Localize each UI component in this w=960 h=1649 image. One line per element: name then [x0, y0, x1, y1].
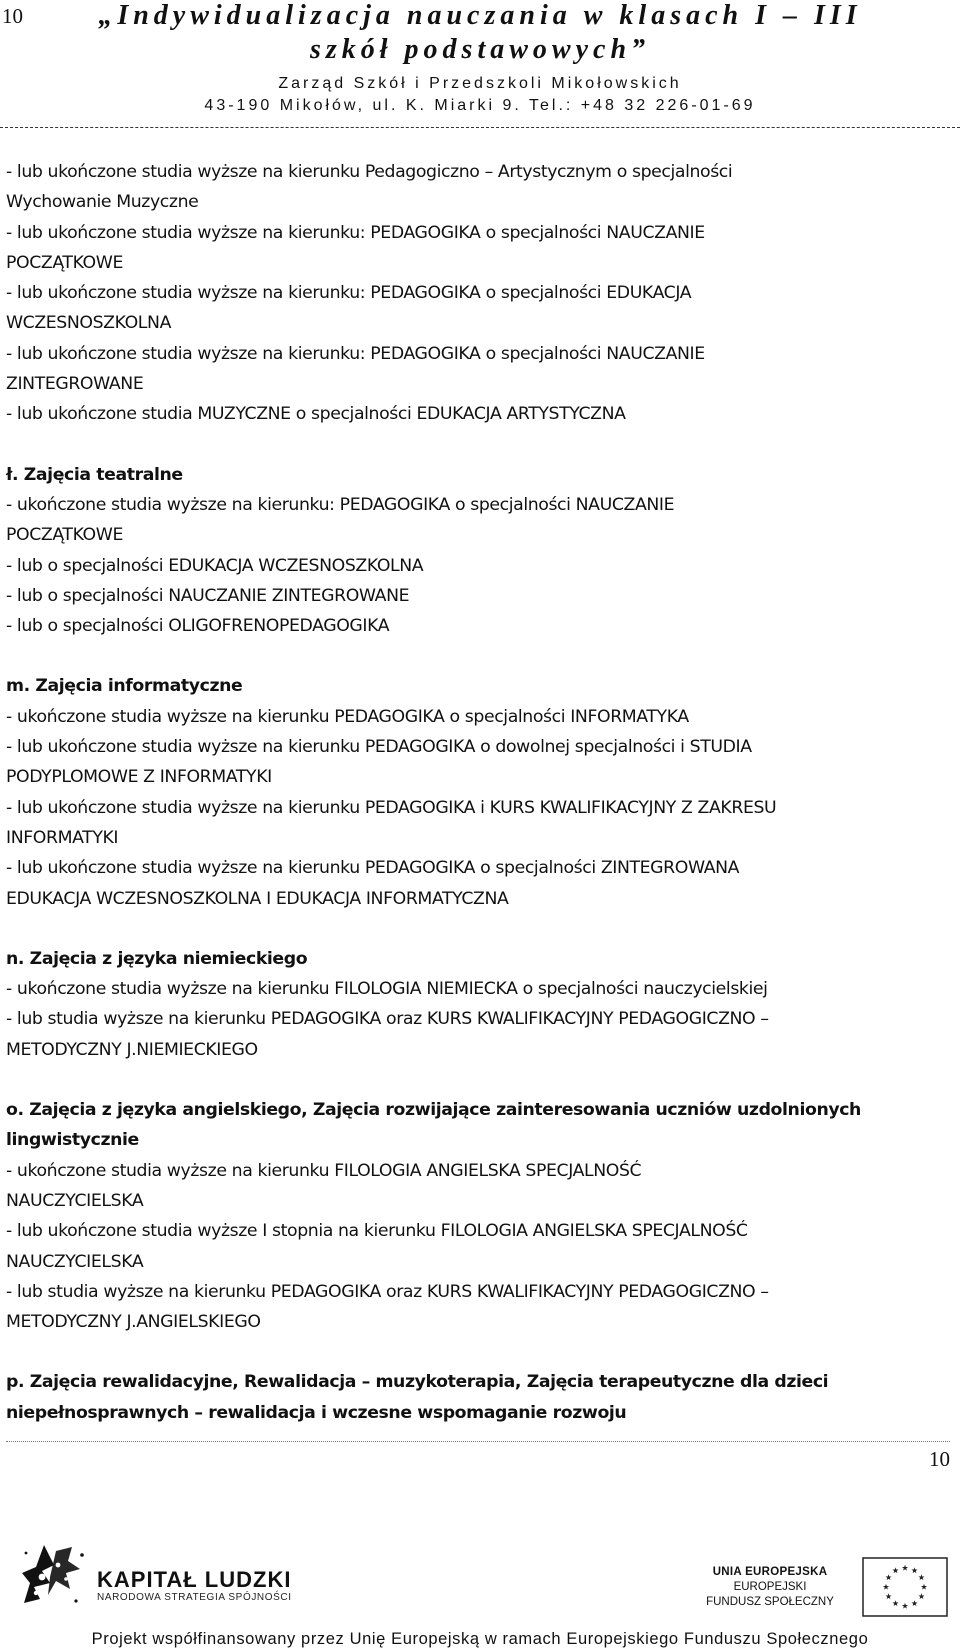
- kapital-ludzki-name: KAPITAŁ LUDZKI: [97, 1567, 292, 1592]
- eu-fund-line-2: FUNDUSZ SPOŁECZNY: [706, 1596, 834, 1608]
- organization-name: Zarząd Szkół i Przedszkoli Mikołowskich: [278, 75, 682, 92]
- requirement-line: - lub ukończone studia MUZYCZNE o specjalności EDUKACJA ARTYSTYCZNA: [6, 404, 626, 425]
- qualification-section: [6, 1367, 951, 1428]
- requirement-line: Wychowanie Muzyczne: [6, 192, 199, 213]
- cofinancing-footer: Projekt współfinansowany przez Unię Europejską w ramach Europejskiego Funduszu Społecznego: [91, 1630, 869, 1648]
- requirement-line: - lub ukończone studia wyższe na kierunku Pedagogiczno – Artystycznym o specjalności: [6, 162, 733, 182]
- requirement-line: NAUCZYCIELSKA: [6, 1190, 144, 1211]
- kapital-ludzki-wordmark: [97, 1568, 292, 1604]
- qualification-section: [6, 671, 951, 913]
- page-number-bottom: 10: [929, 1447, 950, 1471]
- requirement-line: NAUCZYCIELSKA: [6, 1251, 144, 1272]
- requirement-line: EDUKACJA WCZESNOSZKOLNA I EDUKACJA INFORMATYCZNA: [6, 888, 509, 909]
- kapital-ludzki-logo-icon: [20, 1543, 92, 1620]
- requirement-line: - lub ukończone studia wyższe na kierunku PEDAGOGIKA o dowolnej specjalności i STUDIA: [6, 737, 752, 758]
- section-heading: n. Zajęcia z języka niemieckiego: [6, 948, 308, 969]
- section-heading: m. Zajęcia informatyczne: [6, 676, 243, 697]
- requirement-line: - lub ukończone studia wyższe na kierunku PEDAGOGIKA i KURS KWALIFIKACYJNY Z ZAKRESU: [6, 797, 777, 818]
- requirement-line: - lub o specjalności NAUCZANIE ZINTEGROWANE: [6, 585, 410, 606]
- qualification-section: [6, 460, 951, 642]
- requirement-line: - lub ukończone studia wyższe na kierunku: PEDAGOGIKA o specjalności NAUCZANIE: [6, 222, 705, 243]
- requirement-line: - lub o specjalności OLIGOFRENOPEDAGOGIKA: [6, 616, 390, 637]
- eu-wordmark: [690, 1565, 850, 1610]
- page-number-top: 10: [2, 4, 23, 28]
- requirement-line: - ukończone studia wyższe na kierunku PEDAGOGIKA o specjalności INFORMATYKA: [6, 706, 689, 727]
- organization-address: 43-190 Mikołów, ul. K. Miarki 9. Tel.: +48 32 226-01-69: [204, 97, 756, 114]
- requirement-line: - ukończone studia wyższe na kierunku FILOLOGIA ANGIELSKA SPECJALNOŚĆ: [6, 1160, 642, 1181]
- qualification-section: [6, 1095, 951, 1337]
- requirement-line: - ukończone studia wyższe na kierunku FILOLOGIA NIEMIECKA o specjalności nauczycielskiej: [6, 979, 768, 1000]
- requirement-line: WCZESNOSZKOLNA: [6, 313, 171, 334]
- requirement-line: POCZĄTKOWE: [6, 252, 123, 273]
- eu-name: UNIA EUROPEJSKA: [712, 1566, 828, 1578]
- requirement-line: INFORMATYKI: [6, 827, 119, 848]
- requirement-line: METODYCZNY J.NIEMIECKIEGO: [6, 1039, 258, 1060]
- requirement-line: - lub studia wyższe na kierunku PEDAGOGIKA oraz KURS KWALIFIKACYJNY PEDAGOGICZNO –: [6, 1009, 769, 1030]
- requirement-line: ZINTEGROWANE: [6, 374, 144, 395]
- document-body: [6, 157, 951, 1458]
- requirement-line: METODYCZNY J.ANGIELSKIEGO: [6, 1312, 261, 1333]
- qualification-section: [6, 157, 951, 430]
- kapital-ludzki-subtitle: NARODOWA STRATEGIA SPÓJNOŚCI: [97, 1592, 292, 1603]
- document-title-line-2: szkół podstawowych”: [309, 34, 651, 65]
- section-heading: p. Zajęcia rewalidacyjne, Rewalidacja – muzykoterapia, Zajęcia terapeutyczne dla dzieci niepełnosprawnych – rewalidacja i wczesne wspomaganie rozwoju: [6, 1372, 829, 1423]
- requirement-line: - lub ukończone studia wyższe na kierunku: PEDAGOGIKA o specjalności EDUKACJA: [6, 283, 692, 304]
- header-dashed-divider: [0, 127, 960, 128]
- section-heading: ł. Zajęcia teatralne: [6, 464, 183, 485]
- eu-flag-icon: [862, 1557, 948, 1622]
- requirement-line: POCZĄTKOWE: [6, 525, 123, 546]
- requirement-line: - lub studia wyższe na kierunku PEDAGOGIKA oraz KURS KWALIFIKACYJNY PEDAGOGICZNO –: [6, 1281, 769, 1302]
- eu-fund-line-1: EUROPEJSKI: [733, 1581, 807, 1593]
- requirement-line: - lub ukończone studia wyższe na kierunku PEDAGOGIKA o specjalności ZINTEGROWANA: [6, 858, 740, 879]
- requirement-line: PODYPLOMOWE Z INFORMATYKI: [6, 767, 272, 788]
- requirement-line: - ukończone studia wyższe na kierunku: PEDAGOGIKA o specjalności NAUCZANIE: [6, 494, 675, 515]
- requirement-line: - lub ukończone studia wyższe I stopnia na kierunku FILOLOGIA ANGIELSKA SPECJALNOŚĆ: [6, 1221, 748, 1242]
- section-heading: o. Zajęcia z języka angielskiego, Zajęcia rozwijające zainteresowania uczniów uzdolnionych lingwistycznie: [6, 1100, 861, 1151]
- requirement-line: - lub ukończone studia wyższe na kierunku: PEDAGOGIKA o specjalności NAUCZANIE: [6, 343, 705, 364]
- requirement-line: - lub o specjalności EDUKACJA WCZESNOSZKOLNA: [6, 555, 424, 576]
- document-title-line-1: „Indywidualizacja nauczania w klasach I – III: [98, 0, 862, 31]
- qualification-section: [6, 944, 951, 1065]
- footer-dotted-divider: [6, 1441, 950, 1442]
